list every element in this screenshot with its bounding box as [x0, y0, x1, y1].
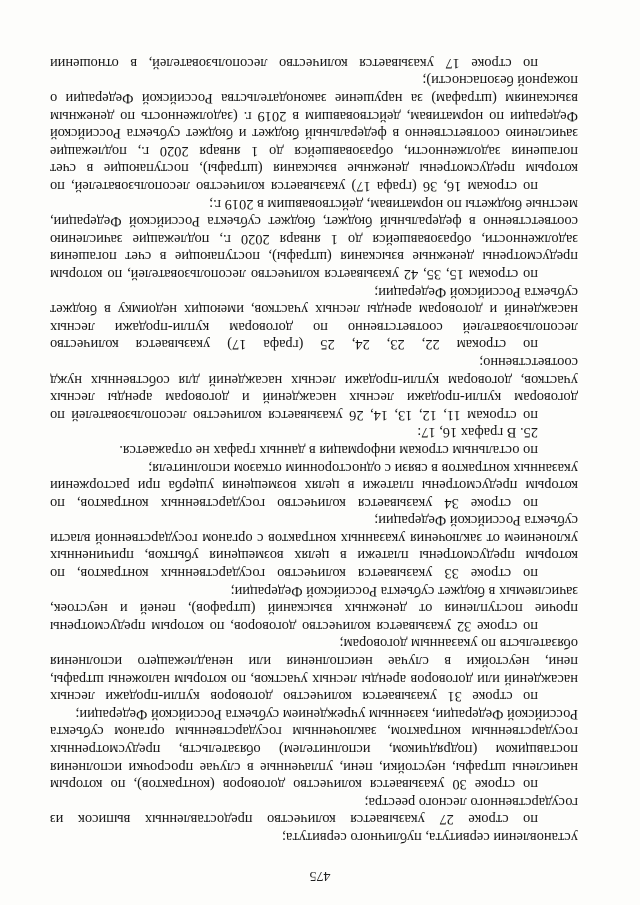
text-line: установлении сервитута, публичного сервитута;	[282, 829, 578, 845]
text-line: пожарной безопасности);	[422, 72, 578, 89]
text-line: которым предусмотрены платежи в целях возмещения убытков, причиненных	[50, 547, 578, 564]
text-line: по строке 34 указывается количество государственных контрактов, по	[50, 494, 538, 511]
text-line: которым предусмотрены платежи в целях возмещения ущерба при расторжении	[50, 477, 578, 494]
text-line: уклонением от заключения указанных контрактов с органом государственной власти	[50, 529, 578, 546]
text-line: прочие поступления от денежных взысканий (штрафов), пеней и неустоек,	[50, 600, 578, 617]
text-line: по строке 17 указывается количество лесопользователей, в отношении	[50, 54, 538, 71]
text-line: по строке 27 указывается количество предоставленных выписок из	[50, 811, 538, 828]
text-line: 25. В графах 16, 17:	[417, 424, 538, 441]
text-line: насаждений и договорам аренды лесных участков, имеющих недоимку в бюджет	[50, 301, 578, 318]
text-line: по строкам 15, 35, 42 указывается количество лесопользователей, по которым	[50, 266, 538, 282]
text-line: предусмотрены денежные взыскания (штрафы), поступающие в счет погашения	[50, 248, 578, 265]
text-line: по строке 31 указывается количество договоров купли-продажи лесных	[50, 688, 538, 705]
text-line: Федерации по нормативам, действовавшим в 2019 г. (задолженность по денежным	[50, 107, 578, 124]
text-line: государственным контрактом, заключенным государственным органом субъекта	[50, 723, 578, 740]
text-line: государственного лесного реестра;	[364, 793, 578, 810]
text-line: указанных контрактов в связи с односторонним отказом исполнителя;	[148, 459, 578, 476]
text-line: обязательств по указанным договорам;	[339, 635, 578, 652]
text-line: соответственно в федеральный бюджет, бюджет субъекта Российской Федерации,	[50, 213, 578, 230]
text-line: по остальным строкам информация в данных графах не отражается.	[119, 441, 538, 458]
text-line: Российской Федерации, казенным учреждением субъекта Российской Федерации;	[75, 705, 578, 722]
text-line: участков, договорам купли-продажи лесных насаждений для собственных нужд	[50, 371, 578, 388]
text-line: зачислению соответственно в федеральный бюджет и бюджет субъекта Российской	[50, 125, 578, 142]
text-line: договорам купли-продажи лесных насаждений и договорам аренды лесных	[50, 389, 578, 406]
text-line: по строке 30 указывается количество договоров (контрактов), по которым	[50, 776, 538, 793]
text-line: погашения задолженности, образовавшейся до 1 января 2020 г., подлежащие	[50, 142, 578, 159]
text-line: субъекта Российской Федерации;	[374, 512, 578, 529]
text-line: по строкам 16, 36 (графа 17) указывается количество лесопользователей, по	[50, 178, 538, 195]
text-line: по строкам 22, 23, 24, 25 (графа 17) указывается количество	[50, 336, 538, 353]
text-line: поставщиком (подрядчиком, исполнителем) обязательств, предусмотренных	[50, 741, 578, 758]
text-line: насаждений или договоров аренды лесных участков, по которым наложены штрафы,	[50, 670, 578, 687]
document-body	[50, 53, 578, 845]
text-line: по строкам 11, 12, 13, 14, 26 указывается количество лесопользователей по	[50, 406, 538, 423]
text-line: зачисляемых в бюджет субъекта Российской Федерации;	[230, 582, 578, 599]
text-line: задолженности, образовавшейся до 1 января 2020 г., подлежащие зачислению	[50, 230, 578, 247]
text-line: по строке 33 указывается количество государственных контрактов, по	[50, 565, 538, 582]
text-line: пени, неустойки в случае неисполнения или ненадлежащего исполнения	[50, 653, 578, 670]
text-line: субъекта Российской Федерации;	[374, 283, 578, 300]
text-line: соответственно;	[479, 353, 578, 370]
text-line: которым предусмотрены денежные взыскания (штрафы), поступающие в счет	[50, 160, 578, 177]
text-line: взысканиям (штрафам) за нарушение законодательства Российской Федерации о	[50, 90, 578, 107]
text-line: начислены штрафы, неустойки, пени, уплаченные в случае просрочки исполнения	[50, 758, 578, 775]
page-number: 475	[309, 868, 331, 883]
text-line: лесопользователей соответственно по договорам купли-продажи лесных	[50, 318, 578, 335]
text-line: местные бюджеты по нормативам, действовавшим в 2019 г.;	[209, 195, 578, 212]
text-line: по строке 32 указывается количество договоров, по которым предусмотрены	[50, 617, 538, 634]
